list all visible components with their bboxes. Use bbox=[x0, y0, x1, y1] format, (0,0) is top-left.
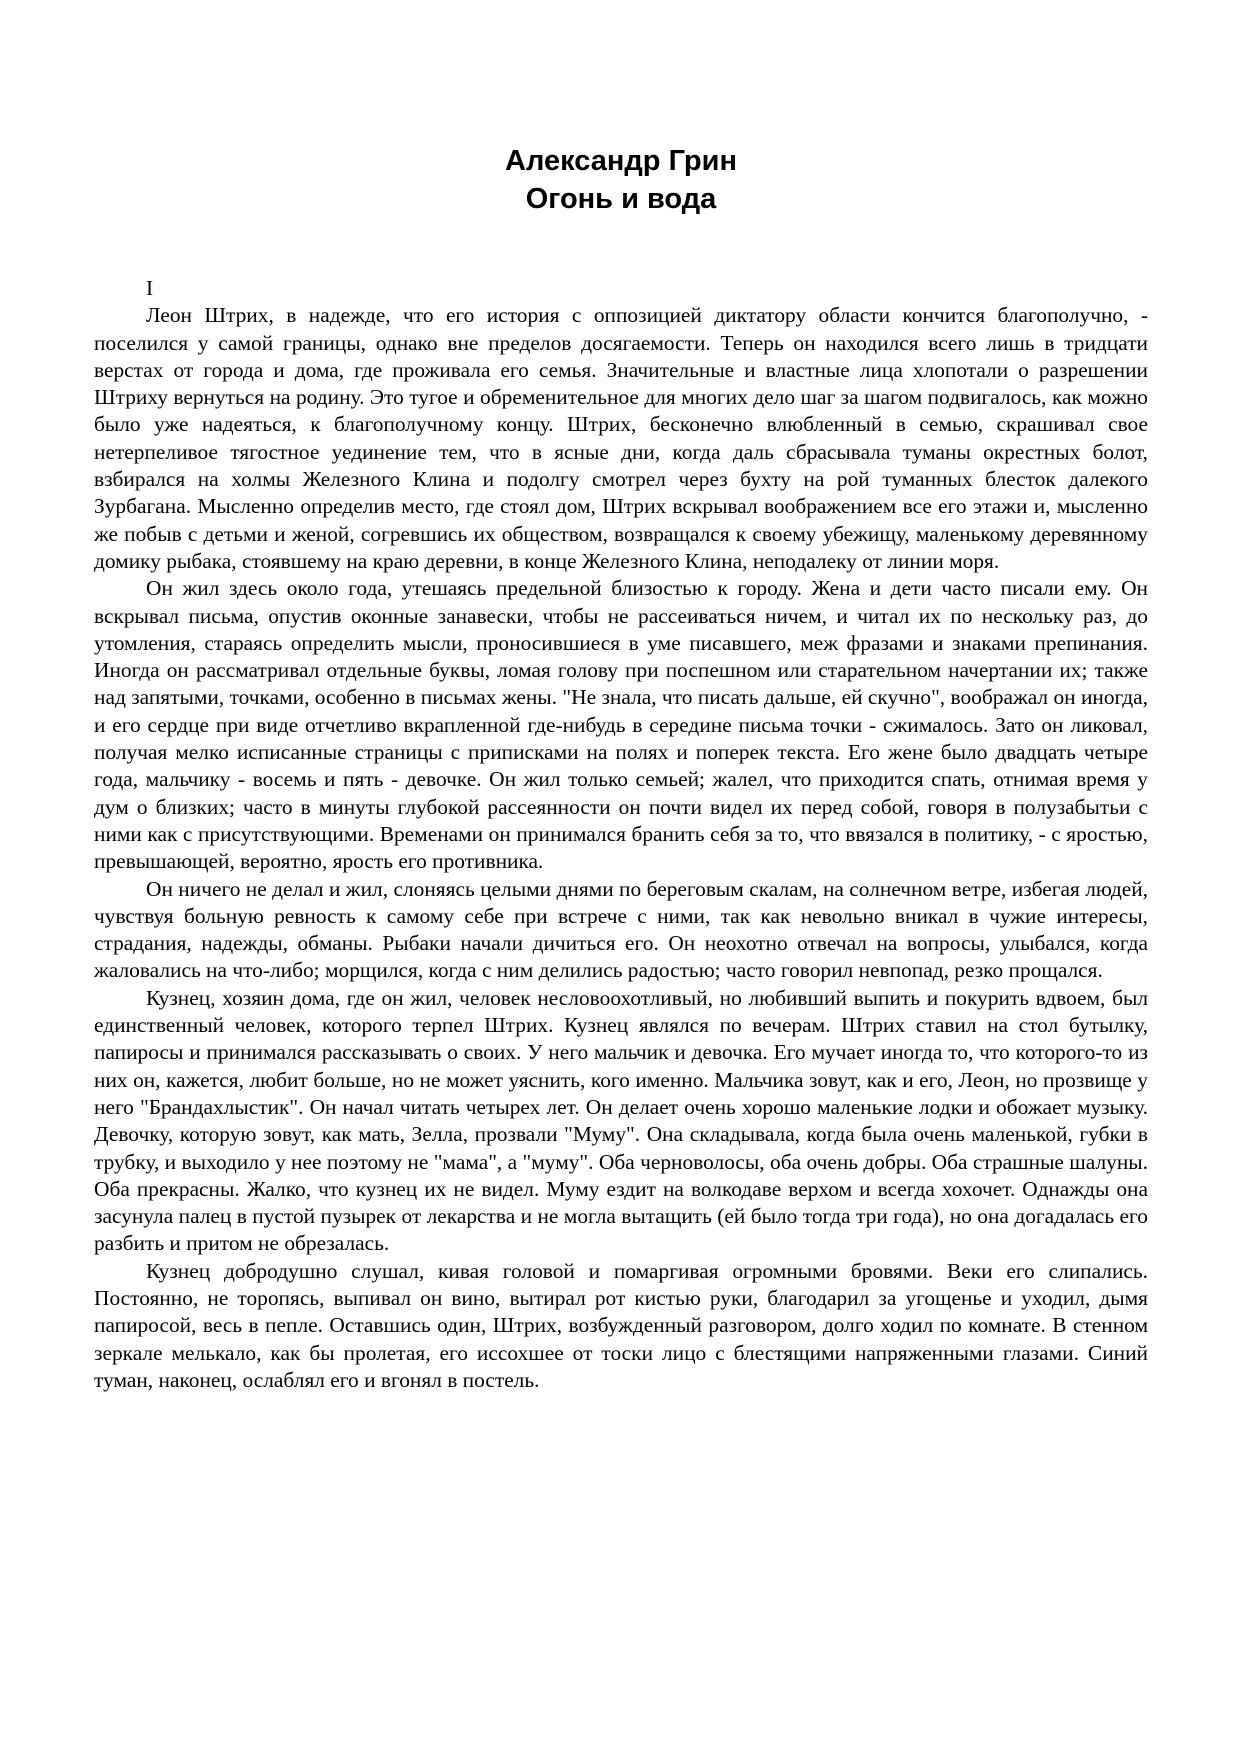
author-name: Александр Грин bbox=[505, 145, 737, 177]
paragraph: Кузнец добродушно слушал, кивая головой и помаргивая огромными бровями. Веки его слипались. Постоянно, не торопясь, выпивал он вино, вытирал рот кистью руки, благодарил за угощенье и уходил, дымя папиросой, весь в пепле. Оставшись один, Штрих, возбужденный разговором, долго ходил по комнате. В стенном зеркале мелькало, как бы пролетая, его иссохшее от тоски лицо с блестящими напряженными глазами. Синий туман, наконец, ослаблял его и вгонял в постель. bbox=[94, 1258, 1148, 1392]
story-title: Огонь и вода bbox=[525, 183, 717, 215]
paragraph: Леон Штрих, в надежде, что его история с оппозицией диктатору области кончится благополучно, - поселился у самой границы, однако вне пределов досягаемости. Теперь он находился всего лишь в тридцати верстах от города и дома, где проживала его семья. Значительные и властные лица хлопотали о разрешении Штриху вернуться на родину. Это тугое и обременительное для многих дело шаг за шагом подвигалось, как можно было уже надеяться, к благополучному концу. Штрих, бесконечно влюбленный в семью, скрашивал свое нетерпеливое тягостное уединение тем, что в ясные дни, когда даль сбрасывала туманы окрестных болот, взбирался на холмы Железного Клина и подолгу смотрел через бухту на рой туманных блесток далекого Зурбагана. Мысленно определив место, где стоял дом, Штрих вскрывал воображением все его этажи и, мысленно же побыв с детьми и женой, согревшись их обществом, возвращался к своему убежищу, маленькому деревянному домику рыбака, стоявшему на краю деревни, в конце Железного Клина, неподалеку от линии моря. bbox=[94, 303, 1148, 573]
chapter-number: I bbox=[146, 276, 154, 300]
title-block bbox=[0, 142, 1242, 218]
paragraph: Он жил здесь около года, утешаясь предельной близостью к городу. Жена и дети часто писали ему. Он вскрывал письма, опустив оконные занавески, чтобы не рассеиваться ничем, и читал их по нескольку раз, до утомления, стараясь определить мысли, проносившиеся в уме писавшего, меж фразами и знаками препинания. Иногда он рассматривал отдельные буквы, ломая голову при поспешном или старательном начертании их; также над запятыми, точками, особенно в письмах жены. "Не знала, что писать дальше, ей скучно", воображал он иногда, и его сердце при виде отчетливо вкрапленной где-нибудь в середине письма точки - сжималось. Зато он ликовал, получая мелко исписанные страницы с приписками на полях и поперек текста. Его жене было двадцать четыре года, мальчику - восемь и пять - девочке. Он жил только семьей; жалел, что приходится спать, отнимая время у дум о близких; часто в минуты глубокой рассеянности он почти видел их перед собой, говоря в полузабытьи с ними как с присутствующими. Временами он принимался бранить себя за то, что ввязался в политику, - с яростью, превышающей, вероятно, ярость его противника. bbox=[94, 576, 1148, 874]
body-text bbox=[94, 275, 1148, 1394]
paragraph: Он ничего не делал и жил, слоняясь целыми днями по береговым скалам, на солнечном ветре, избегая людей, чувствуя больную ревность к самому себе при встрече с ними, так как невольно вникал в чужие интересы, страдания, надежды, обманы. Рыбаки начали дичиться его. Он неохотно отвечал на вопросы, улыбался, когда жаловались на что-либо; морщился, когда с ним делились радостью; часто говорил невпопад, резко прощался. bbox=[94, 876, 1148, 983]
paragraph: Кузнец, хозяин дома, где он жил, человек несловоохотливый, но любивший выпить и покурить вдвоем, был единственный человек, которого терпел Штрих. Кузнец являлся по вечерам. Штрих ставил на стол бутылку, папиросы и принимался рассказывать о своих. У него мальчик и девочка. Его мучает иногда то, что которого-то из них он, кажется, любит больше, но не может уяснить, кого именно. Мальчика зовут, как и его, Леон, но прозвище у него "Брандахлыстик". Он начал читать четырех лет. Он делает очень хорошо маленькие лодки и обожает музыку. Девочку, которую зовут, как мать, Зелла, прозвали "Муму". Она складывала, когда была очень маленькой, губки в трубку, и выходило у нее поэтому не "мама", а "муму". Оба черноволосы, оба очень добры. Оба страшные шалуны. Оба прекрасны. Жалко, что кузнец их не видел. Муму ездит на волкодаве верхом и всегда хохочет. Однажды она засунула палец в пустой пузырек от лекарства и не могла вытащить (ей было тогда три года), но она догадалась его разбить и притом не обрезалась. bbox=[94, 985, 1148, 1256]
